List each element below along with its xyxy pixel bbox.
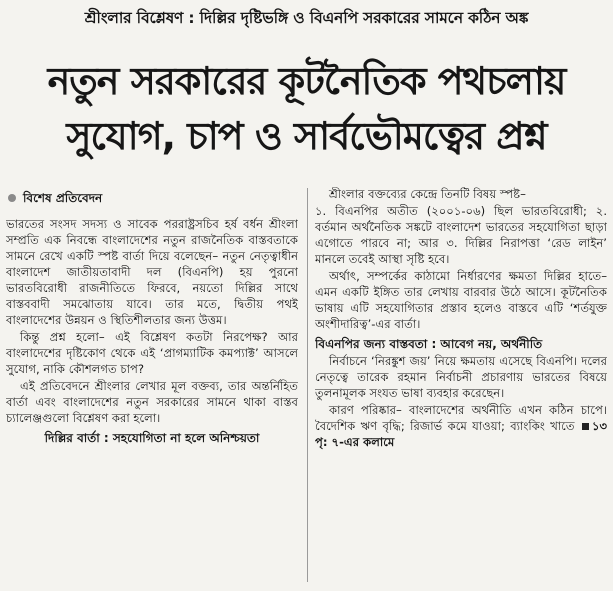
paragraph: কিন্তু প্রশ্ন হলো– এই বিশ্লেষণ কতটা নিরপেক্ষ? আর বাংলাদেশের দৃষ্টিকোণ থেকে এই ‘প্রাগম্যাটিক কমপ্যাক্ট’ আসলে সুযোগ, নাকি কৌশলগত চাপ? [6, 330, 298, 376]
kicker: শ্রীংলার বিশ্লেষণ : দিল্লির দৃষ্টিভঙ্গি ও বিএনপি সরকারের সামনে কঠিন অঙ্ক [84, 9, 529, 27]
byline [6, 190, 298, 206]
subhead: দিল্লির বার্তা : সহযোগিতা না হলে অনিশ্চয়তা [44, 431, 260, 445]
paragraph: শ্রীংলার বক্তব্যের কেন্দ্রে তিনটি বিষয় স্পষ্ট– [329, 187, 526, 201]
paragraph: ভারতের সংসদ সদস্য ও সাবেক পররাষ্ট্রসচিব হর্ষ বর্ধন শ্রীংলা সম্প্রতি এক নিবন্ধে বাংলাদেশের নতুন রাজনৈতিক বাস্তবতাকে সামনে রেখে একটি স্পষ্ট বার্তা দিয়ে বলেছেন– নতুন নেতৃত্বাধীন বাংলাদেশ জাতীয়তাবাদী দল (বিএনপি) হয় পুরনো ভারতবিরোধী রাজনীতিতে ফিরবে, নয়তো দিল্লির সাথে বাস্তববাদী সমঝোতায় যাবে। তার মতে, দ্বিতীয় পথই বাংলাদেশের উন্নয়ন ও স্থিতিশীলতার জন্য উত্তম। [6, 217, 298, 327]
headline [0, 54, 613, 164]
headline-line-2: সুযোগ, চাপ ও সার্বভৌমত্বের প্রশ্ন [66, 114, 547, 158]
paragraph-text: কারণ পরিষ্কার– বাংলাদেশের অর্থনীতি এখন কঠিন চাপে। বৈদেশিক ঋণ বৃদ্ধি; রিজার্ভ কমে যাওয়া; ব্যাংকিং খাতে [315, 403, 607, 433]
left-column [6, 186, 298, 586]
headline-line-1: নতুন সরকারের কূটনৈতিক পথচলায় [47, 59, 566, 103]
paragraph: অর্থাৎ, সম্পর্কের কাঠামো নির্ধারণের ক্ষমতা দিল্লির হাতে– এমন একটি ইঙ্গিত তার লেখায় বারবার উঠে আসে। কূটনৈতিক ভাষায় এটি সহযোগিতার প্রস্তাব হলেও বাস্তবে এটি ‘শর্তযুক্ত অংশীদারিত্ব’-এর বার্তা। [315, 269, 607, 331]
subhead: বিএনপির জন্য বাস্তবতা : আবেগ নয়, অর্থনীতি [315, 337, 543, 351]
paragraph [315, 402, 607, 450]
bullet-dot-icon [8, 194, 16, 202]
paragraph: ১. বিএনপির অতীত (২০০১-০৬) ছিল ভারতবিরোধী; ২. বর্তমান অর্থনৈতিক সঙ্কটে বাংলাদেশ ভারতের সহযোগিতা ছাড়া এগোতে পারবে না; আর ৩. দিল্লির নিরাপত্তা ‘রেড লাইন’ মানলে তবেই আস্থা সৃষ্টি হবে। [315, 204, 607, 266]
right-column [315, 186, 607, 586]
column-divider [307, 188, 308, 582]
byline-text: বিশেষ প্রতিবেদন [23, 191, 103, 205]
continuation-note: ১৩ পৃ: ৭-এর কলামে [315, 419, 607, 449]
paragraph: এই প্রতিবেদনে শ্রীংলার লেখার মূল বক্তব্য, তার অন্তর্নিহিত বার্তা এবং বাংলাদেশের নতুন সরকারের সামনে থাকা বাস্তব চ্যালেঞ্জগুলো বিশ্লেষণ করা হলো। [6, 379, 298, 425]
paragraph: নির্বাচনে ‘নিরঙ্কুশ জয়’ নিয়ে ক্ষমতায় এসেছে বিএনপি। দলের নেতৃত্বে তারেক রহমান নির্বাচনী প্রচারণায় ভারতের বিষয়ে তুলনামূলক সংযত ভাষা ব্যবহার করেছেন। [315, 354, 607, 400]
square-bullet-icon [582, 423, 589, 430]
